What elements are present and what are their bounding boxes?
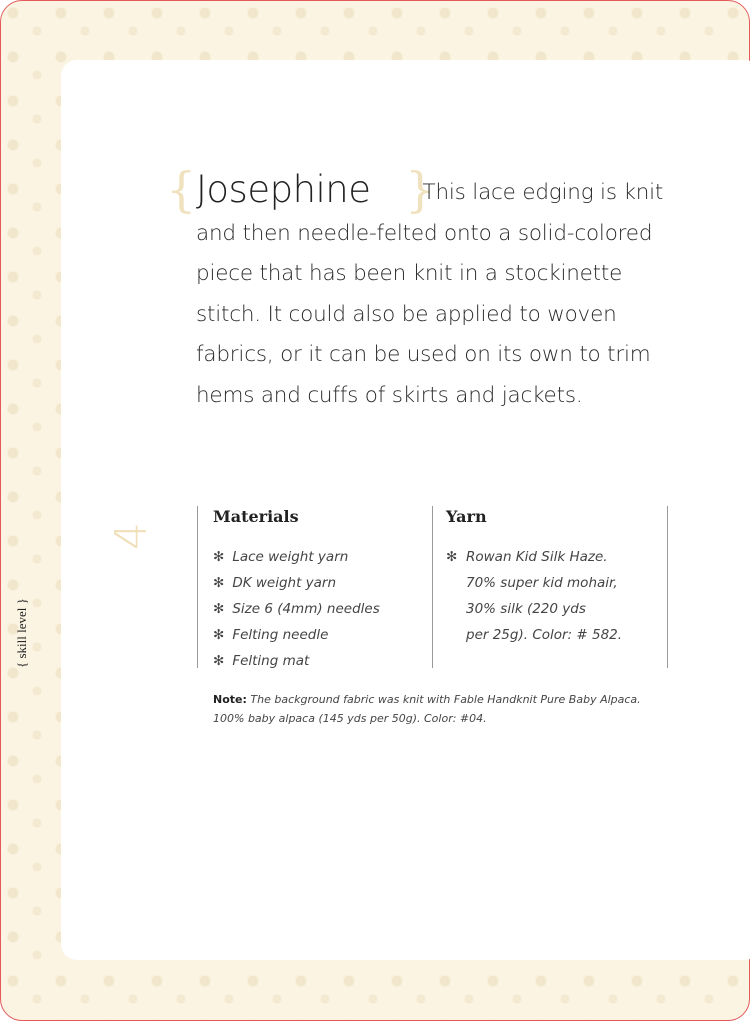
materials-list [213,544,380,674]
asterisk-bullet-icon: ✻ [213,601,225,617]
divider-right [667,506,668,668]
materials-item: ✻ Felting needle [213,627,329,643]
divider-middle [432,506,433,668]
skill-level-block [106,506,157,686]
note-label: Note: [213,693,247,706]
materials-heading: Materials [213,507,299,526]
asterisk-bullet-icon: ✻ [213,549,225,565]
skill-level-number: 4 [106,522,157,550]
materials-item: ✻ DK weight yarn [213,575,337,591]
skill-level-label: { skill level } [14,598,29,668]
materials-item: ✻ Felting mat [213,653,310,669]
yarn-heading: Yarn [446,507,487,526]
materials-item: ✻ Lace weight yarn [213,549,349,565]
note [213,690,663,728]
title-brace-close: } [405,162,436,218]
asterisk-bullet-icon: ✻ [213,575,225,591]
materials-item: ✻ Size 6 (4mm) needles [213,601,380,617]
title-brace-open: { [166,162,197,218]
intro-paragraph [196,170,666,416]
asterisk-bullet-icon: ✻ [213,653,225,669]
pattern-title: Josephine [196,168,371,211]
yarn-details: Rowan Kid Silk Haze. 70% super kid mohair, 30% silk (220 yds per 25g). Color: # 582. [466,549,623,643]
note-text: The background fabric was knit with Fable Handknit Pure Baby Alpaca. 100% baby alpaca (145 yds per 50g). Color: #04. [213,693,641,725]
intro-text: This lace edging is knit and then needle-felted onto a solid-colored piece that has been knit in a stockinette stitch. It could also be applied to woven fabrics, or it can be used on its own to trim hems and cuffs of skirts and jackets. [196,180,664,408]
asterisk-bullet-icon: ✻ [213,627,225,643]
divider-left [197,506,198,668]
asterisk-bullet-icon: ✻ [446,549,458,565]
